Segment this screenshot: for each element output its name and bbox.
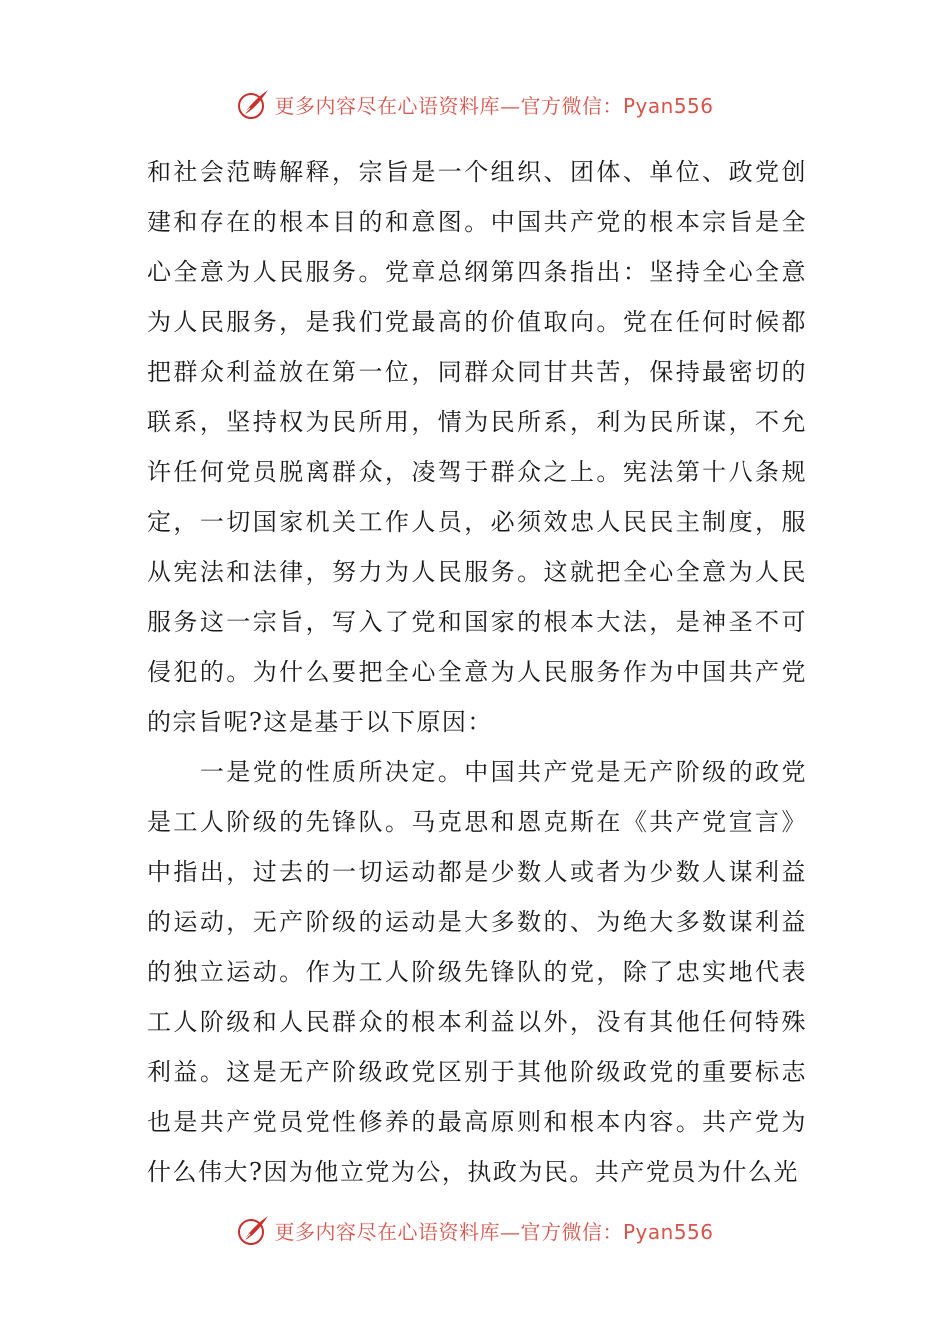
text-line: 从宪法和法律，努力为人民服务。这就把全心全意为人民 bbox=[147, 558, 807, 586]
text-line: 的宗旨呢?这是基于以下原因： bbox=[147, 708, 493, 736]
text-line: 是工人阶级的先锋队。马克思和恩克斯在《共产党宣言》 bbox=[147, 808, 807, 836]
text-line: 利益。这是无产阶级政党区别于其他阶级政党的重要标志 bbox=[147, 1058, 807, 1086]
text-line: 和社会范畴解释，宗旨是一个组织、团体、单位、政党创 bbox=[147, 158, 807, 186]
text-line: 中指出，过去的一切运动都是少数人或者为少数人谋利益 bbox=[147, 858, 807, 886]
body-text bbox=[147, 147, 807, 1197]
text-line: 服务这一宗旨，写入了党和国家的根本大法，是神圣不可 bbox=[147, 608, 807, 636]
text-line: 把群众利益放在第一位，同群众同甘共苦，保持最密切的 bbox=[147, 358, 807, 386]
text-line: 心全意为人民服务。党章总纲第四条指出：坚持全心全意 bbox=[147, 258, 807, 286]
banner-text: 更多内容尽在心语资料库—官方微信：Pyan556 bbox=[274, 93, 714, 118]
wechat-id: Pyan556 bbox=[622, 93, 714, 118]
text-line: 联系，坚持权为民所用，情为民所系，利为民所谋，不允 bbox=[147, 408, 807, 436]
header-banner bbox=[0, 84, 950, 124]
wechat-id: Pyan556 bbox=[622, 1219, 714, 1244]
text-line: 工人阶级和人民群众的根本利益以外，没有其他任何特殊 bbox=[147, 1008, 807, 1036]
text-line: 侵犯的。为什么要把全心全意为人民服务作为中国共产党 bbox=[147, 658, 807, 686]
quill-logo-icon bbox=[236, 1213, 270, 1247]
text-line: 也是共产党员党性修养的最高原则和根本内容。共产党为 bbox=[147, 1108, 807, 1136]
text-line: 的运动，无产阶级的运动是大多数的、为绝大多数谋利益 bbox=[147, 908, 807, 936]
quill-logo-icon bbox=[236, 87, 270, 121]
text-line: 许任何党员脱离群众，凌驾于群众之上。宪法第十八条规 bbox=[147, 458, 807, 486]
text-line: 为人民服务，是我们党最高的价值取向。党在任何时候都 bbox=[147, 308, 807, 336]
text-line: 的独立运动。作为工人阶级先锋队的党，除了忠实地代表 bbox=[147, 958, 807, 986]
text-line: 建和存在的根本目的和意图。中国共产党的根本宗旨是全 bbox=[147, 208, 807, 236]
text-line: 一是党的性质所决定。中国共产党是无产阶级的政党 bbox=[147, 758, 807, 786]
footer-banner bbox=[0, 1210, 950, 1250]
text-line: 什么伟大?因为他立党为公，执政为民。共产党员为什么光 bbox=[147, 1158, 799, 1186]
banner-text: 更多内容尽在心语资料库—官方微信：Pyan556 bbox=[274, 1219, 714, 1244]
text-line: 定，一切国家机关工作人员，必须效忠人民民主制度，服 bbox=[147, 508, 807, 536]
